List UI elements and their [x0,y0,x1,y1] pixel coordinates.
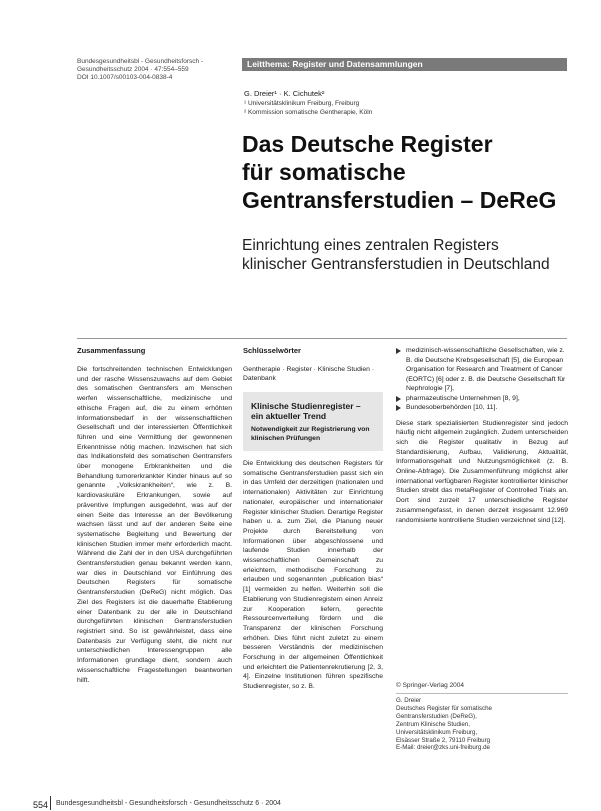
authors: G. Dreier¹ · K. Cichutek² [244,89,325,98]
summary-heading: Zusammenfassung [77,346,146,355]
middle-column [243,346,383,692]
bullet-list [396,346,568,413]
bullet-triangle-icon [396,348,401,354]
footer-divider [50,796,51,810]
correspondence-line: G. Dreier [396,697,422,704]
list-item [396,346,568,394]
affiliation: ¹ Universitätsklinikum Freiburg, Freiburg [244,100,360,107]
article-subtitle [242,236,582,274]
subtitle-line: Einrichtung eines zentralen Registers [242,237,499,254]
journal-meta-line: Gesundheitsschutz 2004 · 47:554–559 [77,66,189,73]
affiliations [244,100,372,117]
highlight-box [243,392,383,451]
correspondence-line: Deutsches Register für somatische [396,704,492,712]
body-paragraph: Diese stark spezialisierten Studienregister sind jedoch häufig nicht allgemein zugänglich. Zudem unterscheiden sich die Register qualitativ in Bezug auf Standardisierung, Aufbau, Validierung, Aktualität, Informationsgehalt und Nutzungsmöglichkeit (z. B. Online-Abfrage). Die Zusammenführung möglichst aller international verfügbaren Register kontrollierter klinischer Studien strebt das metaRegister of Controlled Trials an. Dort sind zurzeit 17 unterschiedliche Register zusammengefasst, in denen derzeit insgesamt 12.969 randomisierte kontrollierte Studien verzeichnet sind [12]. [396,419,568,524]
list-item-text: medizinisch-wissenschaftliche Gesellschaften, wie z. B. die Deutsche Krebsgesellschaft [5], die European Organisation for Research and Treatment of Cancer (EORTC) [6] oder z. B. die Deutsche Gesellschaft für Nephrologie [7], [406,347,566,392]
box-text: Die Entwicklung des deutschen Registers für somatische Gentransferstudien passt sich ein in das Umfeld der derzeitigen (nationalen und internationalen) Aktivitäten zur Einrichtung nationaler, europäischer und internationaler Register klinischer Studien. Derartige Register haben u. a. zum Ziel, die Planung neuer Projekte durch Bereitstellung von Informationen über abgeschlossene und laufende Studien innerhalb der wissenschaftlichen Gemeinschaft zu erleichtern, methodische Forschung zu erlauben und sogenannten „publication bias“ [1] vermeiden zu helfen. Weiterhin soll die Etablierung von Studienregistern einen Anreiz zur Kooperation liefern, gerechte Ressourcenverteilung fördern und die Transparenz der klinischen Forschung erhöhen. Dies führt nicht zuletzt zu einem besseren Verständnis der medizinischen Forschung in der allgemeinen Öffentlichkeit und erleichtert die Patientenrekrutierung [2, 3, 4]. Einzelne Institutionen führen spezifische Studienregister, so z. B. [243,460,383,691]
correspondence-line: Universitätsklinikum Freiburg, [396,728,478,736]
right-column [396,346,568,525]
box-heading: Klinische Studienregister – ein aktueller Trend [251,401,361,421]
subtitle-line: klinischer Gentransferstudien in Deutschland [242,256,550,273]
journal-meta [77,58,237,82]
bullet-triangle-icon [396,396,401,402]
page-number: 554 [33,800,49,810]
divider [77,338,567,339]
correspondence-line: Gentransferstudien (DeReG), [396,712,477,720]
footer-journal: Bundesgesundheitsbl - Gesundheitsforsch - Gesundheitsschutz 6 · 2004 [56,800,281,807]
correspondence-email: E-Mail: dreier@zks.uni-freiburg.de [396,744,490,752]
summary-column [77,346,232,685]
title-line: Gentransferstudien – DeReG [242,187,557,213]
box-subheading: Notwendigkeit zur Registrierung von klinischen Prüfungen [251,426,370,442]
bullet-triangle-icon [396,405,401,411]
journal-meta-line: Bundesgesundheitsbl - Gesundheitsforsch - [77,58,204,65]
correspondence-line: Zentrum Klinische Studien, [396,720,470,728]
summary-text: Die fortschreitenden technischen Entwicklungen und der rasche Wissenszuwachs auf dem Gebiet des somatischen Gentransfers am Menschen werfen wissenschaftliche, medizinische und ethische Fragen auf, die zu einem erhöhten Informationsbedarf in der wissenschaftlichen Gesellschaft und der interessierten Öffentlichkeit führen und eine Vermittlung der gewonnenen Erkenntnisse nötig machen. Inzwischen hat sich das Indikationsfeld des somatischen Gentransfers über monogene Erbkrankheiten und die Behandlung tumorerkrankter Kinder hinaus auf so genannte „Volkskrankheiten“, wie z. B. kardiovaskuläre Erkrankungen, sowie auf präventive Impfungen ausgedehnt, was auf der einen Seite das Interesse an der Bevölkerung wachsen lässt und auf der anderen Seite eine systematische Begleitung und Bewertung der klinischen Studien immer mehr erforderlich macht. Während die Zahl der in den USA durchgeführten Gentransferstudien genau bekannt werden kann, war dies in Deutschland vor Einführung des Deutschen Registers für somatische Gentransferstudien (DeReG) nicht möglich. Das Ziel des Registers ist die dauerhafte Etablierung einer Datenbank zu der alle in Deutschland durchgeführten klinischen Gentransferstudien registriert sind. So ist gewährleistet, dass eine Datenbasis zur Verfügung steht, die nicht nur unterschiedlichen Interessengruppen alle Informationen grundlage dient, sondern auch wissenschaftliche Fragestellungen beantworten hilft. [77,366,232,684]
keywords-heading: Schlüsselwörter [243,346,301,355]
list-item [396,403,568,413]
list-item-text: pharmazeutische Unternehmen [8, 9], [406,394,520,402]
list-item [396,394,568,404]
section-banner: Leitthema: Register und Datensammlungen [242,58,567,71]
article-title [242,130,572,214]
title-line: Das Deutsche Register [242,131,493,157]
correspondence-line: Elsässer Straße 2, 79110 Freiburg [396,736,491,744]
copyright: © Springer-Verlag 2004 [396,682,465,689]
keywords-text: Gentherapie · Register · Klinische Studien · Datenbank [243,366,375,382]
correspondence [396,693,568,752]
title-line: für somatische [242,159,406,185]
doi-line: DOI 10.1007/s00103-004-0838-4 [77,74,173,81]
affiliation: ² Kommission somatische Gentherapie, Köln [244,108,373,116]
list-item-text: Bundesoberbehörden [10, 11]. [406,404,498,411]
